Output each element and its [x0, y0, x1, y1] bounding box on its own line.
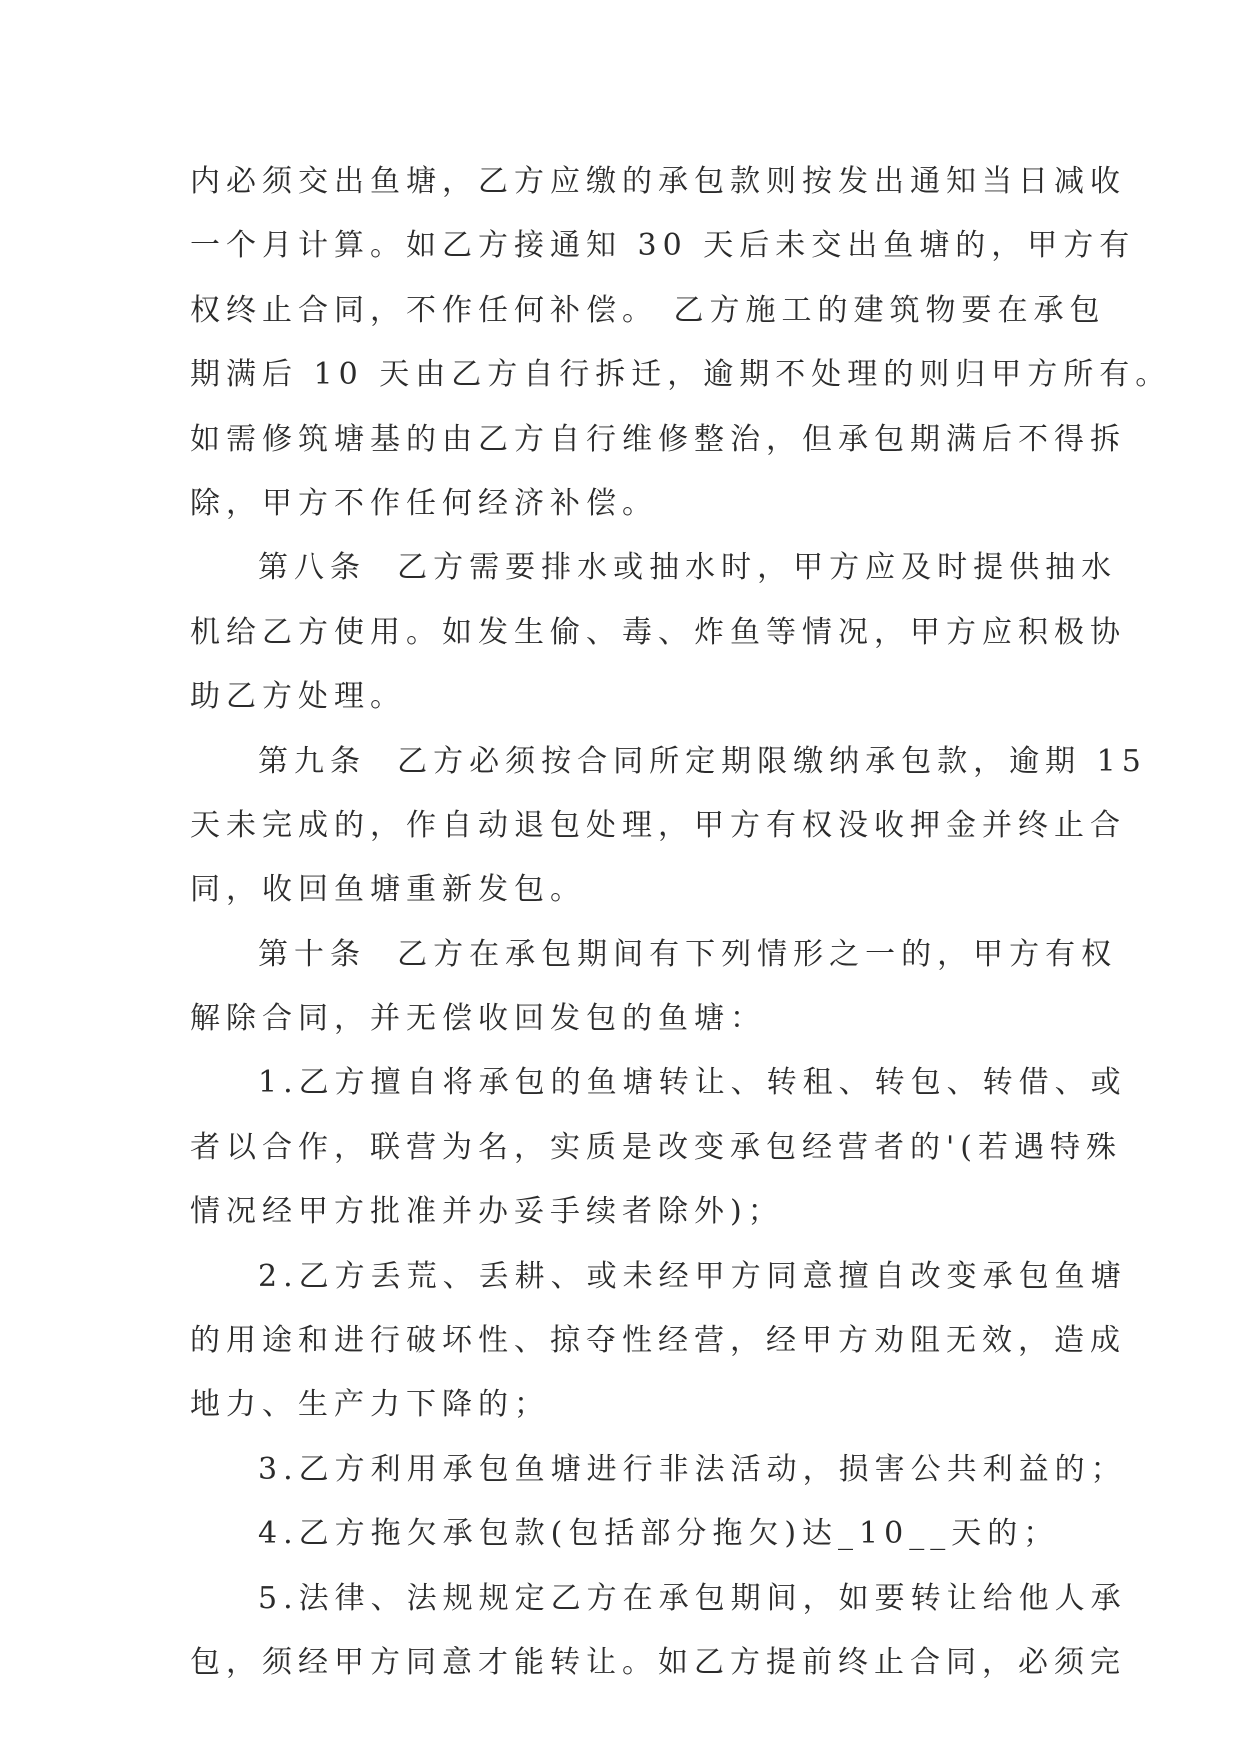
text-line: 3.乙方利用承包鱼塘进行非法活动，损害公共利益的； [258, 1451, 1127, 1487]
text-line: 情况经甲方批准并办妥手续者除外)； [190, 1194, 784, 1230]
text-line: 1.乙方擅自将承包的鱼塘转让、转租、转包、转借、或 [258, 1065, 1127, 1101]
text-line: 第九条 乙方必须按合同所定期限缴纳承包款，逾期 15 [258, 743, 1147, 779]
text-line: 除，甲方不作任何经济补偿。 [190, 485, 658, 521]
document-body [190, 150, 1172, 1695]
text-line: 包，须经甲方同意才能转让。如乙方提前终止合同，必须完 [190, 1644, 1126, 1680]
text-line: 如需修筑塘基的由乙方自行维修整治，但承包期满后不得拆 [190, 421, 1126, 457]
text-line: 机给乙方使用。如发生偷、毒、炸鱼等情况，甲方应积极协 [190, 614, 1126, 650]
text-line: 天未完成的，作自动退包处理，甲方有权没收押金并终止合 [190, 807, 1126, 843]
text-line: 期满后 10 天由乙方自行拆迁，逾期不处理的则归甲方所有。 [190, 357, 1172, 393]
text-line: 同，收回鱼塘重新发包。 [190, 872, 586, 908]
text-line: 第十条 乙方在承包期间有下列情形之一的，甲方有权 [258, 936, 1118, 972]
text-line: 权终止合同，不作任何补偿。 乙方施工的建筑物要在承包 [190, 292, 1106, 328]
text-line: 内必须交出鱼塘，乙方应缴的承包款则按发出通知当日减收 [190, 164, 1126, 199]
text-line: 解除合同，并无偿收回发包的鱼塘： [190, 1001, 766, 1037]
text-line: 者以合作，联营为名，实质是改变承包经营者的'(若遇特殊 [190, 1129, 1122, 1165]
text-line: 4.乙方拖欠承包款(包括部分拖欠)达_10__天的； [258, 1516, 1060, 1552]
text-line: 第八条 乙方需要排水或抽水时，甲方应及时提供抽水 [258, 550, 1118, 586]
text-line: 的用途和进行破坏性、掠夺性经营，经甲方劝阻无效，造成 [190, 1323, 1126, 1359]
text-line: 5.法律、法规规定乙方在承包期间，如要转让给他人承 [258, 1580, 1127, 1616]
text-line: 2.乙方丢荒、丢耕、或未经甲方同意擅自改变承包鱼塘 [258, 1258, 1127, 1294]
text-line: 一个月计算。如乙方接通知 30 天后未交出鱼塘的，甲方有 [190, 228, 1136, 264]
text-line: 地力、生产力下降的； [190, 1387, 550, 1423]
text-line: 助乙方处理。 [190, 679, 406, 715]
